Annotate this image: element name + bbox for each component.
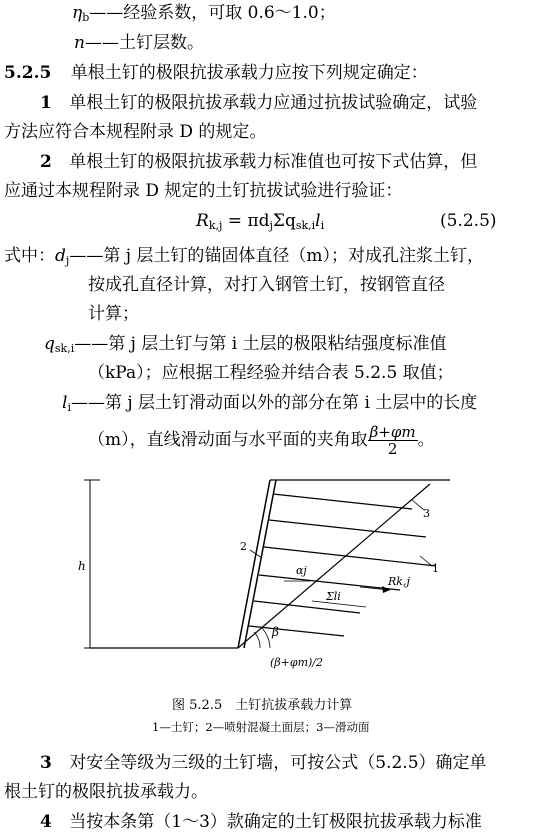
formula-d-sub: j	[269, 219, 273, 232]
item-2-text: 单根土钉的极限抗拔承载力标准值也可按下式估算，但	[69, 152, 478, 172]
formula-q-sub: sk,i	[295, 219, 316, 232]
item-4-text: 当按本条第（1～3）款确定的土钉极限抗拔承载力标准	[69, 812, 482, 832]
label-2: 2	[240, 540, 247, 553]
where-q-line-1	[44, 333, 447, 360]
where-d-line-2: 按成孔直径计算，对打入钢管土钉，按钢管直径	[88, 275, 445, 295]
d-symbol: d	[55, 246, 66, 266]
formula-number: (5.2.5)	[440, 211, 497, 231]
h-label: h	[78, 559, 86, 573]
where-q-line-2: （kPa）；应根据工程经验并结合表 5.2.5 取值；	[88, 363, 454, 383]
item-3-line-1	[40, 752, 487, 774]
item-3-number: 3	[40, 753, 52, 773]
label-3: 3	[423, 507, 430, 520]
where-l-line-2	[88, 424, 435, 457]
sum-l-label: Σli	[326, 590, 341, 603]
item-1-text: 单根土钉的极限抗拔承载力应通过抗拔试验确定，试验	[69, 93, 478, 113]
formula-sum: Σq	[272, 211, 296, 231]
eta-subscript: b	[82, 11, 90, 24]
l-description: ——第 j 层土钉滑动面以外的部分在第 i 土层中的长度	[70, 393, 478, 413]
item-2-line-1	[40, 151, 477, 173]
formula-R-sub: k,j	[208, 219, 223, 232]
where-d-line-3: 计算；	[88, 304, 139, 324]
q-description: ——第 j 层土钉与第 i 土层的极限粘结强度标准值	[74, 334, 447, 354]
where-l-line-1	[62, 392, 477, 419]
d-subscript: j	[65, 254, 70, 267]
eta-symbol: η	[72, 3, 83, 23]
R-label: Rk,j	[388, 575, 410, 588]
angle-fraction	[368, 424, 418, 457]
label-1: 1	[432, 562, 439, 575]
beta-label: β	[272, 625, 279, 639]
item-1-number: 1	[40, 93, 52, 113]
item-4-number: 4	[40, 812, 52, 832]
d-description: ——第 j 层土钉的锚固体直径（m）；对成孔注浆土钉，	[69, 246, 485, 266]
fraction-numerator: β+φm	[369, 423, 416, 441]
l-end: 。	[417, 430, 435, 450]
alpha-label: αj	[296, 564, 307, 577]
n-definition	[74, 32, 204, 54]
formula-l: l	[315, 211, 321, 231]
formula-5-2-5	[196, 210, 324, 237]
figure-legend: 1—土钉；2—喷射混凝土面层；3—滑动面	[152, 720, 370, 734]
where-d-line-1	[4, 245, 484, 272]
q-symbol: q	[44, 334, 55, 354]
fraction-denominator: 2	[387, 440, 398, 458]
n-symbol: n	[74, 33, 85, 53]
section-heading	[4, 62, 428, 84]
item-2-line-2: 应通过本规程附录 D 规定的土钉抗拔试验进行验证：	[4, 181, 403, 201]
l-subscript: i	[67, 401, 71, 414]
figure-caption: 图 5.2.5 土钉抗拔承载力计算	[172, 698, 353, 713]
l-description-2: （m），直线滑动面与水平面的夹角取	[88, 430, 368, 450]
q-subscript: sk,i	[54, 342, 75, 355]
formula-l-sub: i	[320, 219, 325, 232]
l-symbol: l	[62, 393, 68, 413]
item-1-line-1	[40, 92, 477, 114]
eta-description: ——经验系数，可取 0.6～1.0；	[89, 3, 336, 23]
eta-definition	[72, 2, 336, 29]
item-4-line-1	[40, 811, 482, 833]
item-3-text: 对安全等级为三级的土钉墙，可按公式（5.2.5）确定单	[69, 753, 487, 773]
item-2-number: 2	[40, 152, 52, 172]
soil-nail-figure	[60, 470, 480, 680]
formula-R: R	[196, 211, 209, 231]
item-1-line-2: 方法应符合本规程附录 D 的规定。	[4, 122, 267, 142]
item-3-line-2: 根土钉的极限抗拔承载力。	[4, 782, 208, 802]
formula-eq: = πd	[222, 211, 270, 231]
section-number: 5.2.5	[4, 63, 52, 83]
beta-phi-label: (β+φm)/2	[270, 656, 323, 669]
section-title: 单根土钉的极限抗拔承载力应按下列规定确定：	[70, 63, 428, 83]
where-label: 式中：	[4, 246, 55, 266]
n-description: ——土钉层数。	[84, 33, 204, 53]
